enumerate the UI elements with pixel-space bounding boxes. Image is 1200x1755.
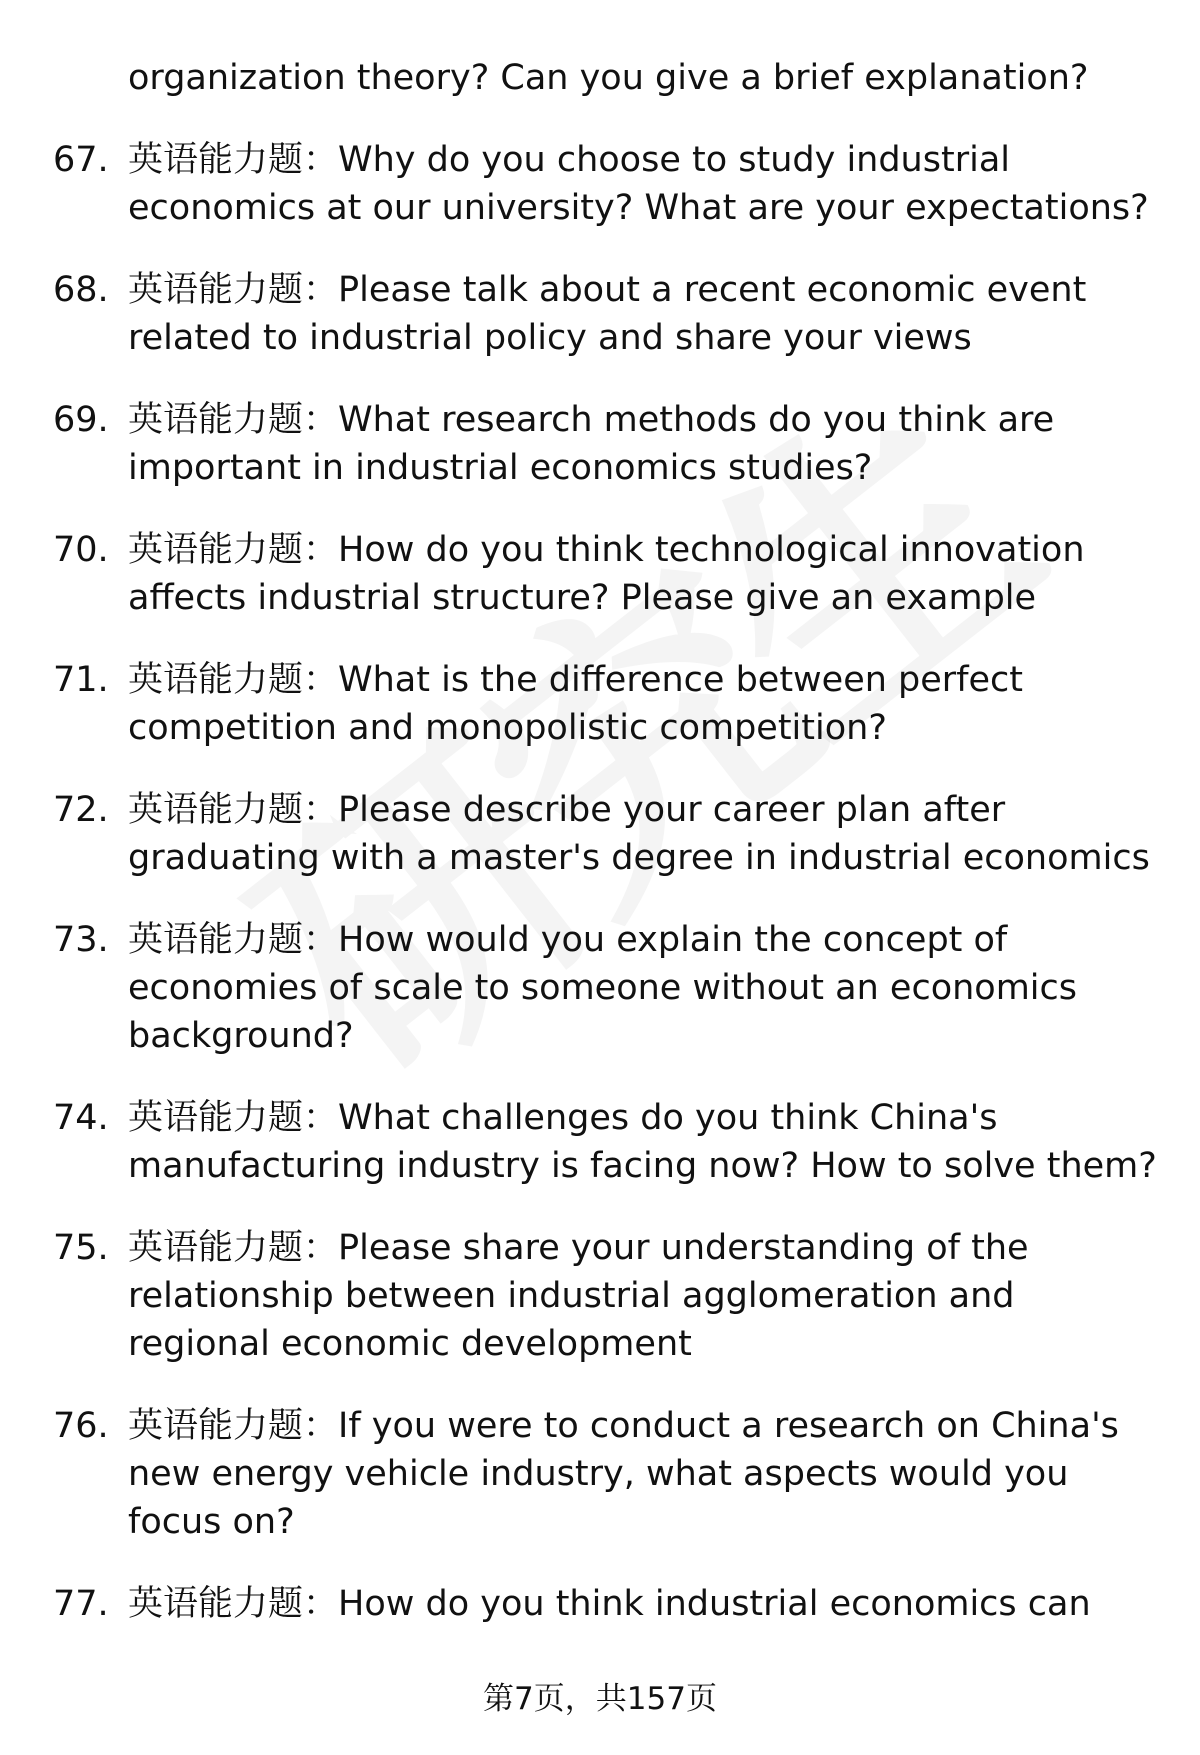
question-text: What is the difference between perfect competition and monopolistic competition?: [128, 660, 1024, 748]
question-number: 72.: [53, 790, 109, 830]
question-number: 70.: [53, 530, 109, 570]
question-number: 69.: [53, 400, 109, 440]
question-label: 英语能力题：: [128, 400, 339, 440]
question-item-77: [0, 1580, 1158, 1628]
question-text: Please talk about a recent economic event related to industrial policy and share your views: [128, 270, 1087, 358]
question-label: 英语能力题：: [128, 530, 339, 570]
question-list: [0, 136, 1200, 1628]
question-number: 76.: [53, 1406, 109, 1446]
question-text: What challenges do you think China's manufacturing industry is facing now? How to solve them?: [128, 1098, 1157, 1186]
question-item-70: [0, 526, 1158, 622]
question-label: 英语能力题：: [128, 1584, 339, 1624]
page-number-footer: 第7页，共157页: [483, 1681, 717, 1717]
question-text: What research methods do you think are important in industrial economics studies?: [128, 400, 1055, 488]
question-item-68: [0, 266, 1158, 362]
question-number: 67.: [53, 140, 109, 180]
question-text: If you were to conduct a research on China's new energy vehicle industry, what aspects would you focus on?: [128, 1406, 1119, 1542]
question-text: Please share your understanding of the relationship between industrial agglomeration and regional economic development: [128, 1228, 1029, 1364]
question-item-69: [0, 396, 1158, 492]
question-item-73: [0, 916, 1158, 1060]
continued-question-text: organization theory? Can you give a brief explanation?: [128, 58, 1089, 98]
question-item-74: [0, 1094, 1158, 1190]
question-label: 英语能力题：: [128, 1098, 339, 1138]
question-item-71: [0, 656, 1158, 752]
question-label: 英语能力题：: [128, 660, 339, 700]
question-text: How do you think technological innovation affects industrial structure? Please give an example: [128, 530, 1085, 618]
question-label: 英语能力题：: [128, 270, 339, 310]
question-label: 英语能力题：: [128, 140, 339, 180]
question-text: How do you think industrial economics can: [338, 1584, 1091, 1624]
question-item-72: [0, 786, 1158, 882]
question-label: 英语能力题：: [128, 1406, 339, 1446]
question-item-67: [0, 136, 1158, 232]
question-label: 英语能力题：: [128, 1228, 339, 1268]
question-label: 英语能力题：: [128, 790, 339, 830]
question-text: How would you explain the concept of economies of scale to someone without an economics background?: [128, 920, 1077, 1056]
question-label: 英语能力题：: [128, 920, 339, 960]
question-item-75: [0, 1224, 1158, 1368]
question-number: 77.: [53, 1584, 109, 1624]
question-number: 74.: [53, 1098, 109, 1138]
question-number: 75.: [53, 1228, 109, 1268]
question-text: Please describe your career plan after graduating with a master's degree in industrial economics: [128, 790, 1150, 878]
question-number: 71.: [53, 660, 109, 700]
question-number: 73.: [53, 920, 109, 960]
question-content: [0, 54, 1200, 1628]
question-item-76: [0, 1402, 1158, 1546]
question-number: 68.: [53, 270, 109, 310]
question-text: Why do you choose to study industrial economics at our university? What are your expectations?: [128, 140, 1149, 228]
